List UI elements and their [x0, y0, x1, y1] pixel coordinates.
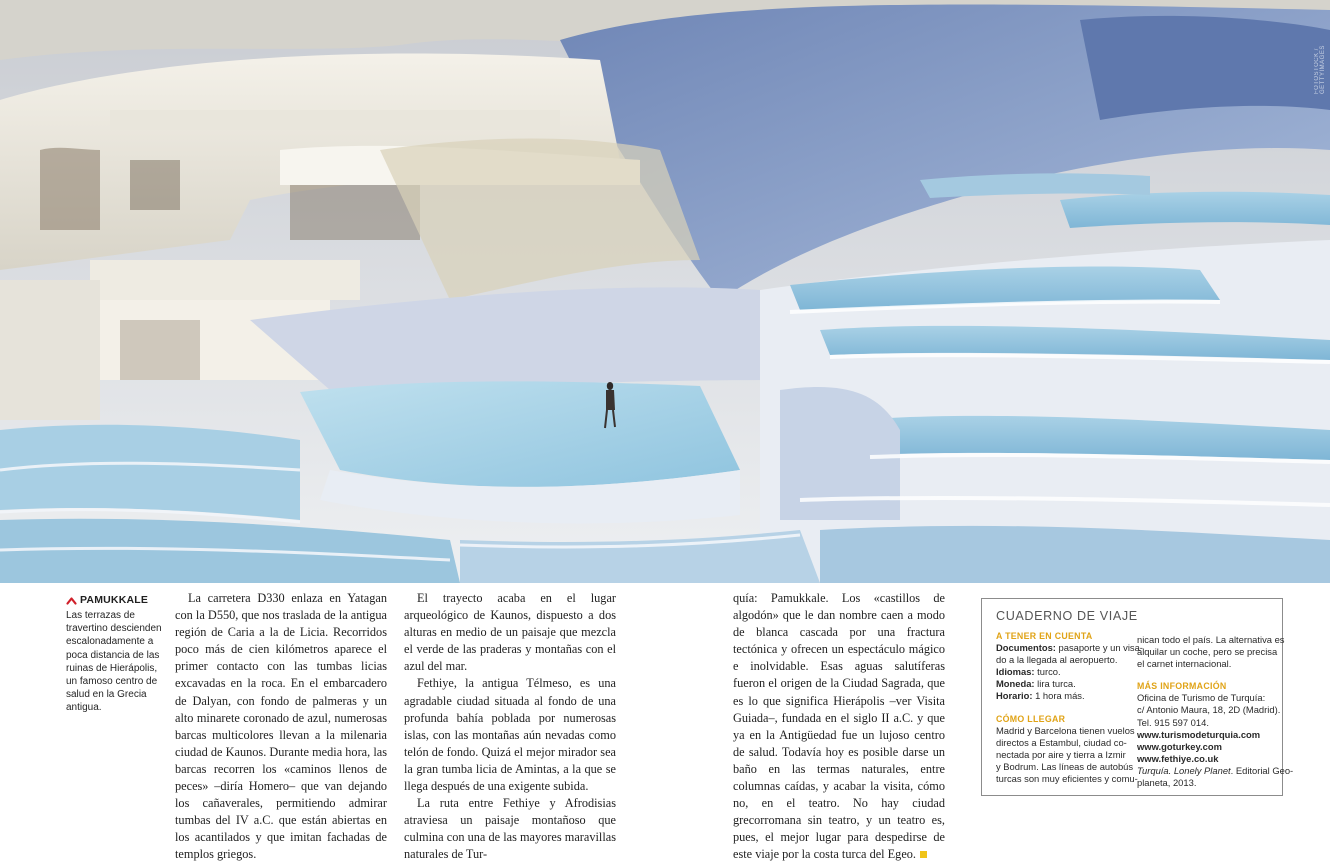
- caption-text: Las terrazas de travertino descienden escalonadamente a poca distancia de las ruinas de Hierápolis, un famoso centro de salud en la Grecia antigua.: [66, 610, 162, 714]
- como-continued-line: nican todo el país. La alternativa es: [1137, 634, 1285, 645]
- como-line: directos a Estambul, ciudad co-: [996, 736, 1127, 748]
- caption-heading: [66, 594, 162, 606]
- horario-line: [996, 690, 1130, 702]
- box-title: CUADERNO DE VIAJE: [996, 609, 1138, 623]
- article-paragraph: La ruta entre Fethiye y Afrodisias atraviesa un paisaje montañoso que culmina con una de las mayores maravillas naturales de Tur-: [404, 796, 616, 862]
- article-column-1: [175, 590, 387, 862]
- photo-caption: [66, 594, 162, 715]
- end-mark-icon: [920, 851, 927, 858]
- documentos-text: pasaporte y un visa-: [1055, 642, 1143, 654]
- como-continued-line: el carnet internacional.: [1137, 658, 1232, 670]
- como-line: Madrid y Barcelona tienen vuelos: [996, 724, 1135, 736]
- article-paragraph: [733, 590, 945, 864]
- website-link[interactable]: www.turismodeturquia.com: [1137, 728, 1261, 740]
- como-line: nectada por aire y tierra a Izmir: [996, 748, 1126, 760]
- mas-line: c/ Antonio Maura, 18, 2D (Madrid).: [1137, 704, 1281, 716]
- mas-line: Oficina de Turismo de Turquía:: [1137, 692, 1266, 704]
- caption-heading-text: PAMUKKALE: [80, 594, 149, 606]
- box-column-2: [1137, 630, 1294, 789]
- website-link[interactable]: www.fethiye.co.uk: [1137, 752, 1219, 764]
- book-publisher: . Editorial Geo-: [1230, 764, 1294, 776]
- article-column-2: [404, 590, 616, 862]
- moneda-line: [996, 678, 1130, 690]
- idiomas-line: [996, 666, 1130, 678]
- como-line: y Bodrum. Las líneas de autobús: [996, 760, 1134, 772]
- book-reference-line-2: planeta, 2013.: [1137, 777, 1197, 789]
- caret-up-icon: [66, 596, 77, 605]
- idiomas-label: Idiomas:: [996, 666, 1035, 678]
- article-column-3: [733, 590, 945, 862]
- documentos-line: [996, 642, 1143, 654]
- moneda-text: lira turca.: [1034, 678, 1076, 690]
- travel-notebook-box: [981, 598, 1294, 796]
- photo-credit: FOTOSTOCK / GETTYIMAGES: [1314, 45, 1326, 94]
- documentos-line-2: do a la llegada al aeropuerto.: [996, 654, 1118, 666]
- article-paragraph: El trayecto acaba en el lugar arqueológico de Kaunos, dispuesto a dos alturas en medio de un paisaje que mezcla el verde de las praderas y montañas con el azul del mar.: [404, 591, 616, 674]
- website-link[interactable]: www.goturkey.com: [1137, 740, 1222, 752]
- section-heading-mas: MÁS INFORMACIÓN: [1137, 681, 1227, 692]
- mas-line: Tel. 915 597 014.: [1137, 716, 1209, 728]
- como-line: turcas son muy eficientes y comu-: [996, 773, 1138, 785]
- section-heading-como: CÓMO LLEGAR: [996, 713, 1066, 724]
- idiomas-text: turco.: [1034, 666, 1061, 678]
- article-paragraph: La carretera D330 enlaza en Yatagan con la D550, que nos traslada de la antigua región de Caria a la de Licia. Recorridos poco más de cien kilómetros aparece el primer contacto con las tumbas licias excavadas en la roca. En el embarcadero de Dalyan, con fondo de palmeras y un alto minarete coronado de azul, numerosas barcas multicolores llevan a la milenaria ciudad de Kaunos. Durante media hora, las barcas recorren los «caminos llenos de peces» –diría Homero– que van dejando los cañaverales, permitiendo admirar tumbas del IV a.C. que están abiertas en los acantilados y que imitan fachadas de templos griegos.: [175, 591, 387, 862]
- horario-text: 1 hora más.: [1032, 690, 1085, 702]
- article-paragraph-text: quía: Pamukkale. Los «castillos de algodón» que le dan nombre caen a modo de blanca cascada por una fractura tectónica y ofrecen un espectáculo mágico e inolvidable. Esas aguas salutíferas fueron el origen de la Ciudad Sagrada, que es lo que significa Hierápolis –ver Visita Guiada–, fundada en el siglo II a.C. y que ya en la Antigüedad fue un lujoso centro de salud. Todavía hoy es posible darse un baño en las termas naturales, entre columnas caídas, y acabar la visita, cómo no, en el teatro. No hay ciudad grecorromana sin teatro, y un teatro es, pues, el mejor lugar para despedirse de este viaje por la costa turca del Egeo.: [733, 591, 945, 862]
- horario-label: Horario:: [996, 690, 1033, 702]
- section-heading-tener: A TENER EN CUENTA: [996, 631, 1093, 641]
- como-continued-line: alquilar un coche, pero se precisa: [1137, 646, 1278, 658]
- article-paragraph: Fethiye, la antigua Télmeso, es una agradable ciudad situada al fondo de una profunda bahía poblada por numerosas islas, con las montañas aún nevadas como telón de fondo. Quizá el mejor mirador sea la gran tumba licia de Amintas, a la que se llega después de una exigente subida.: [404, 676, 616, 794]
- book-title: Turquía. Lonely Planet: [1137, 764, 1231, 776]
- box-column-1: [996, 630, 1143, 785]
- book-reference: [1137, 764, 1294, 777]
- documentos-label: Documentos:: [996, 642, 1056, 654]
- moneda-label: Moneda:: [996, 678, 1035, 690]
